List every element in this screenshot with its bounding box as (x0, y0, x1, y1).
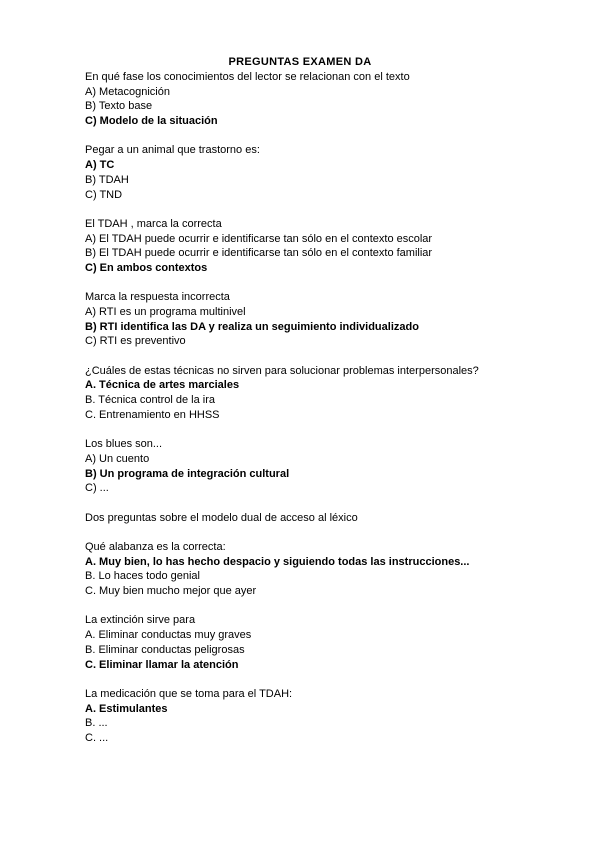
answer-option: C. ... (85, 731, 109, 744)
correct-answer-option: C. Eliminar llamar la atención (85, 658, 239, 671)
question-spacer (85, 349, 575, 364)
question-spacer (85, 496, 575, 511)
question-block (85, 364, 575, 423)
question-prompt: En qué fase los conocimientos del lector se relacionan con el texto (85, 71, 410, 83)
answer-option: B. Técnica control de la ira (85, 394, 216, 407)
answer-option: B. Eliminar conductas peligrosas (85, 643, 245, 656)
question-spacer (85, 202, 575, 217)
correct-answer-option: A. Muy bien, lo has hecho despacio y siguiendo todas las instrucciones... (85, 555, 470, 568)
answer-option: C. Entrenamiento en HHSS (85, 408, 220, 421)
answer-option: C) RTI es preventivo (85, 335, 186, 348)
question-block (85, 613, 575, 672)
question-prompt: La extinción sirve para (85, 614, 196, 627)
answer-option: C. Muy bien mucho mejor que ayer (85, 585, 257, 598)
correct-answer-option: C) Modelo de la situación (85, 115, 218, 128)
question-block (85, 540, 575, 599)
question-block (85, 70, 575, 129)
answer-option: A) Un cuento (85, 452, 150, 465)
question-spacer (85, 672, 575, 687)
question-prompt: ¿Cuáles de estas técnicas no sirven para solucionar problemas interpersonales? (85, 364, 479, 377)
question-spacer (85, 525, 575, 540)
correct-answer-option: B) Un programa de integración cultural (85, 467, 290, 480)
question-spacer (85, 599, 575, 614)
document-title: PREGUNTAS EXAMEN DA (228, 56, 372, 68)
correct-answer-option: B) RTI identifica las DA y realiza un seguimiento individualizado (85, 320, 419, 333)
question-block (85, 290, 575, 349)
answer-option: A) El TDAH puede ocurrir e identificarse tan sólo en el contexto escolar (85, 232, 433, 245)
questions-list (85, 70, 575, 746)
correct-answer-option: A. Estimulantes (85, 702, 168, 715)
question-prompt: Dos preguntas sobre el modelo dual de acceso al léxico (85, 511, 358, 524)
question-block (85, 143, 575, 202)
answer-option: A) RTI es un programa multinivel (85, 306, 246, 318)
question-prompt: La medicación que se toma para el TDAH: (85, 687, 293, 700)
answer-option: A) Metacognición (85, 85, 170, 98)
question-spacer (85, 276, 575, 291)
question-block (85, 511, 575, 526)
answer-option: B) El TDAH puede ocurrir e identificarse tan sólo en el contexto familiar (85, 247, 433, 260)
question-prompt: Qué alabanza es la correcta: (85, 541, 226, 553)
question-block (85, 687, 575, 746)
question-prompt: Marca la respuesta incorrecta (85, 291, 230, 304)
answer-option: C) ... (85, 482, 109, 495)
question-block (85, 217, 575, 276)
question-prompt: Pegar a un animal que trastorno es: (85, 144, 260, 157)
answer-option: B. ... (85, 717, 108, 730)
answer-option: B) Texto base (85, 100, 153, 113)
question-spacer (85, 423, 575, 438)
question-prompt: Los blues son... (85, 438, 163, 451)
answer-option: B. Lo haces todo genial (85, 570, 200, 583)
correct-answer-option: A. Técnica de artes marciales (85, 379, 240, 392)
question-prompt: El TDAH , marca la correcta (85, 217, 222, 230)
question-spacer (85, 129, 575, 144)
answer-option: A. Eliminar conductas muy graves (85, 629, 252, 642)
question-block (85, 437, 575, 496)
correct-answer-option: A) TC (85, 159, 115, 172)
answer-option: B) TDAH (85, 173, 129, 186)
correct-answer-option: C) En ambos contextos (85, 261, 208, 274)
answer-option: C) TND (85, 188, 123, 201)
